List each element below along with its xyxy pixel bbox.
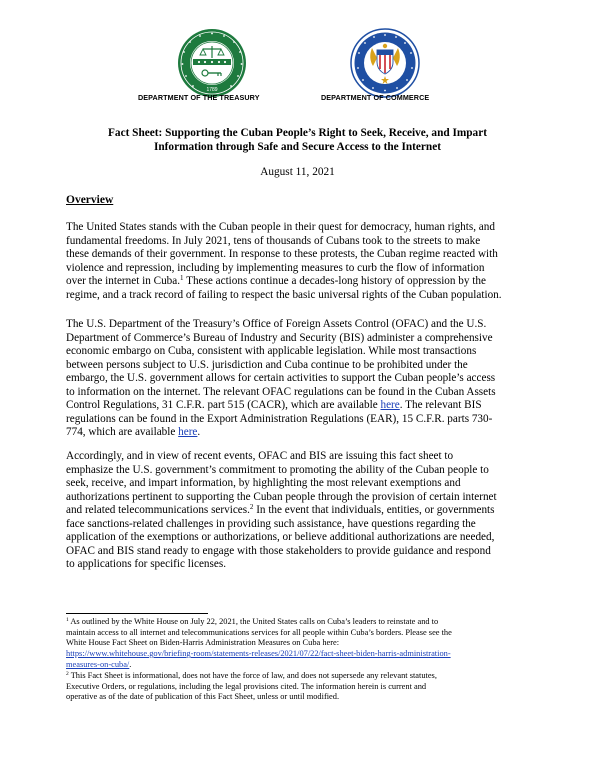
footnote-ref-1[interactable]: 1 [180,274,184,283]
title-line-1: Fact Sheet: Supporting the Cuban People’s Right to Seek, Receive, and Impart [108,127,487,139]
footnote-line [66,671,541,682]
para-line: The United States stands with the Cuban people in their quest for democracy, human rights, and [66,221,495,233]
para-text: These actions continue a decades-long history of oppression by the [183,275,486,288]
para-line: face sanctions-related challenges in providing such assistance, have questions regarding the [66,517,476,530]
ear-link[interactable]: here [178,426,198,439]
para-line: regime, and a track record of failing to respect the basic universal rights of the Cuban population. [66,288,502,301]
footnote-text: This Fact Sheet is informational, does not have the force of law, and does not supersede any relevant statutes, [68,671,437,680]
para-text: Control Regulations, 31 C.F.R. part 515 (CACR), which are available [66,399,381,412]
para-line: embargo, the U.S. government allows for certain activities to support the Cuban people’s access [66,372,496,385]
commerce-seal-icon [350,28,420,98]
para-line: to applications for specific licenses. [66,558,226,571]
para-text: . [197,426,201,439]
footnote-2 [66,671,541,703]
title-line-2: Information through Safe and Secure Access to the Internet [153,141,441,153]
commerce-label: DEPARTMENT OF COMMERCE [321,93,430,102]
footnote-line: White House Fact Sheet on Biden-Harris Administration Measures on Cuba here: [66,638,340,648]
paragraph-1 [66,221,538,302]
para-text: and related telecommunications services. [66,504,250,517]
para-line [66,275,538,289]
treasury-seal-icon [177,28,247,98]
para-line: violence and repression, including by implementing measures to curb the flow of information [66,261,485,274]
para-line: fundamental freedoms. In July 2021, tens of thousands of Cubans took to the streets to make [66,234,481,247]
whitehouse-link[interactable]: measures-on-cuba/ [66,659,130,669]
para-line: Accordingly, and in view of recent events, OFAC and BIS are issuing this fact sheet to [66,450,454,462]
paragraph-3 [66,450,538,572]
footnote-line: Executive Orders, or regulations, including the legal provisions cited. The information herein is current and [66,681,427,691]
para-text: 774, which are available [66,426,179,439]
para-line [66,504,538,518]
footnote-mark-1: 1 [66,617,69,623]
para-line: emphasize the U.S. government’s commitment to promoting the ability of the Cuban people to [66,463,489,476]
date: August 11, 2021 [260,166,335,178]
footnote-line [66,660,541,671]
para-line [66,399,538,413]
footnote-line[interactable]: https://www.whitehouse.gov/briefing-room/statements-releases/2021/07/22/fact-sheet-biden-harris-administration- [66,649,451,659]
paragraph-2 [66,318,538,440]
footnote-line: operative as of the date of publication of this Fact Sheet, unless or until modified. [66,692,340,702]
para-line: Department of Commerce’s Bureau of Industry and Security (BIS) administer a comprehensive [66,331,493,344]
para-line: between persons subject to U.S. jurisdiction and Cuba continue to be prohibited under the [66,358,468,371]
footnote-divider [66,613,208,614]
para-line: seek, receive, and impart information, by highlighting the most relevant exemptions and [66,477,461,490]
para-line: economic embargo on Cuba, consistent with applicable legislation. While most transactions [66,345,477,358]
overview-heading: Overview [66,194,114,206]
footnote-mark-2: 2 [66,671,69,677]
para-line: authorizations pertinent to supporting the Cuban people through the provision of certain internet [66,490,497,503]
para-line: The U.S. Department of the Treasury’s Office of Foreign Assets Control (OFAC) and the U.S. [66,318,487,330]
para-text: . The relevant BIS [399,399,482,412]
para-line: application of the exemptions or authorizations, or believe additional authorizations are needed, [66,531,495,544]
svg-text:1789: 1789 [206,87,218,93]
footnote-1 [66,617,541,671]
cacr-link[interactable]: here [380,399,400,412]
para-text: over the internet in Cuba. [66,275,181,288]
para-line [66,426,538,440]
para-text: In the event that individuals, entities, or governments [253,504,495,517]
para-line: these demands of their government. In response to these protests, the Cuban regime reacted with [66,248,498,261]
para-line: OFAC and BIS stand ready to engage with those stakeholders to provide guidance and respond [66,544,491,557]
para-line: regulations can be found in the Export Administration Regulations (EAR), 15 C.F.R. parts 730- [66,412,493,425]
footnote-line: maintain access to all internet and telecommunications services for all people within Cuba’s borders. Please see the [66,627,452,637]
page-title [0,126,595,154]
footnote-text: As outlined by the White House on July 22, 2021, the United States calls on Cuba’s leaders to reinstate and to [68,617,439,626]
treasury-label: DEPARTMENT OF THE TREASURY [138,93,260,102]
footnote-line [66,617,541,628]
para-line: to information on the internet. The relevant OFAC regulations can be found in the Cuban Assets [66,385,496,398]
footnote-ref-2[interactable]: 2 [249,503,254,512]
footnote-text: . [129,659,132,669]
